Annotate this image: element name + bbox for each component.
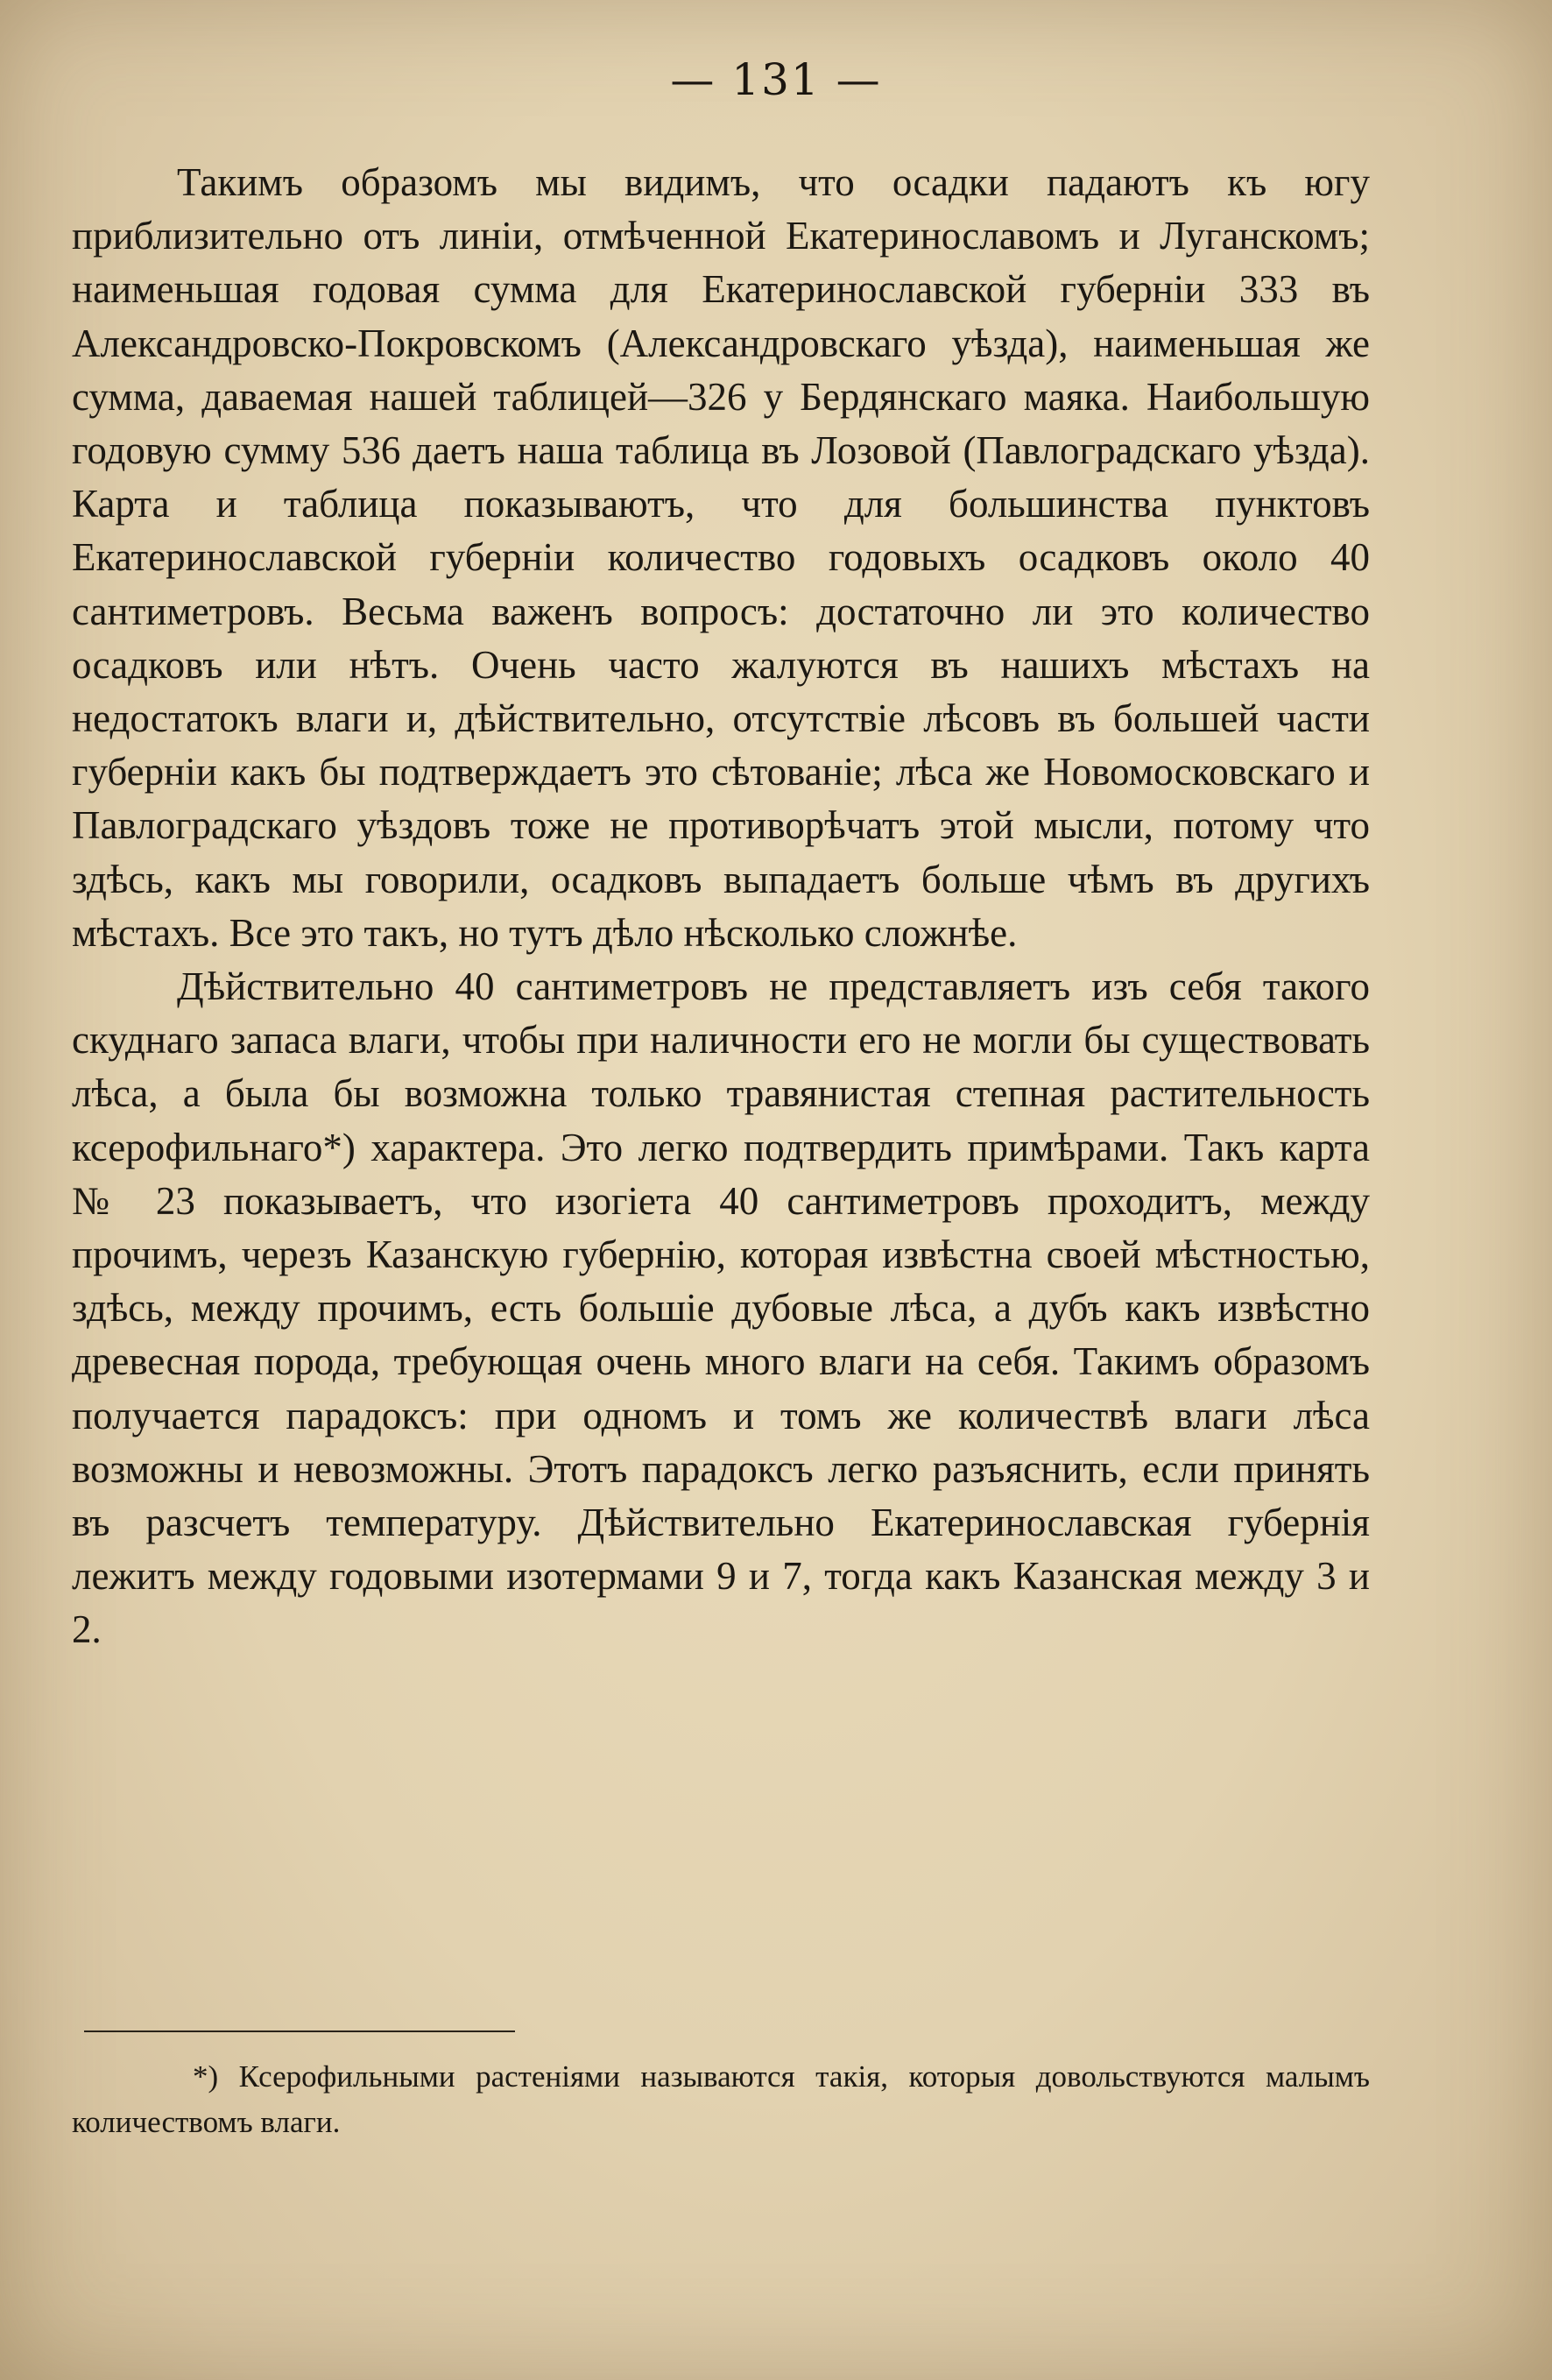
body-text <box>72 156 1370 1657</box>
page-number: — 131 — <box>670 54 882 105</box>
paragraph-2: Дѣйствительно 40 сантиметровъ не представляетъ изъ себя такого скуднаго запаса влаги, чтобы при наличности его не могли бы существовать лѣса, а была бы возможна только травянистая степная растительность ксерофильнаго*) характера. Это легко подтвердить примѣрами. Такъ карта № 23 показываетъ, что изогіета 40 сантиметровъ проходитъ, между прочимъ, черезъ Казанскую губернію, которая извѣстна своей мѣстностью, здѣсь, между прочимъ, есть большіе дубовые лѣса, а дубъ какъ извѣстно древесная порода, требующая очень много влаги на себя. Такимъ образомъ получается парадоксъ: при одномъ и томъ же количествѣ влаги лѣса возможны и невозможны. Этотъ парадоксъ легко разъяснить, если принять въ разсчетъ температуру. Дѣйствительно Екатеринославская губернія лежитъ между годовыми изотермами 9 и 7, тогда какъ Казанская между 3 и 2. <box>72 964 1370 1652</box>
paragraph-1: Такимъ образомъ мы видимъ, что осадки падаютъ къ югу приблизительно отъ линіи, отмѣченной Екатеринославомъ и Луганскомъ; наименьшая годовая сумма для Екатеринославской губерніи 333 въ Александровско-Покровскомъ (Александровскаго уѣзда), наименьшая же сумма, даваемая нашей таблицей—326 у Бердянскаго маяка. Наибольшую годовую сумму 536 даетъ наша таблица въ Лозовой (Павлоградскаго уѣзда). Карта и таблица показываютъ, что для большинства пунктовъ Екатеринославской губерніи количество годовыхъ осадковъ около 40 сантиметровъ. Весьма важенъ вопросъ: достаточно ли это количество осадковъ или нѣтъ. Очень часто жалуются въ нашихъ мѣстахъ на недостатокъ влаги и, дѣйствительно, отсутствіе лѣсовъ въ большей части губерніи какъ бы подтверждаетъ это сѣтованіе; лѣса же Новомосковскаго и Павлоградскаго уѣздовъ тоже не противорѣчатъ этой мысли, потому что здѣсь, какъ мы говорили, осадковъ выпадаетъ больше чѣмъ въ другихъ мѣстахъ. Все это такъ, но тутъ дѣло нѣсколько сложнѣе. <box>72 160 1370 955</box>
footnote: *) Ксерофильными растеніями называются такія, которыя довольствуются малымъ количествомъ влаги. <box>72 2059 1370 2139</box>
footnote-divider <box>84 2030 515 2032</box>
